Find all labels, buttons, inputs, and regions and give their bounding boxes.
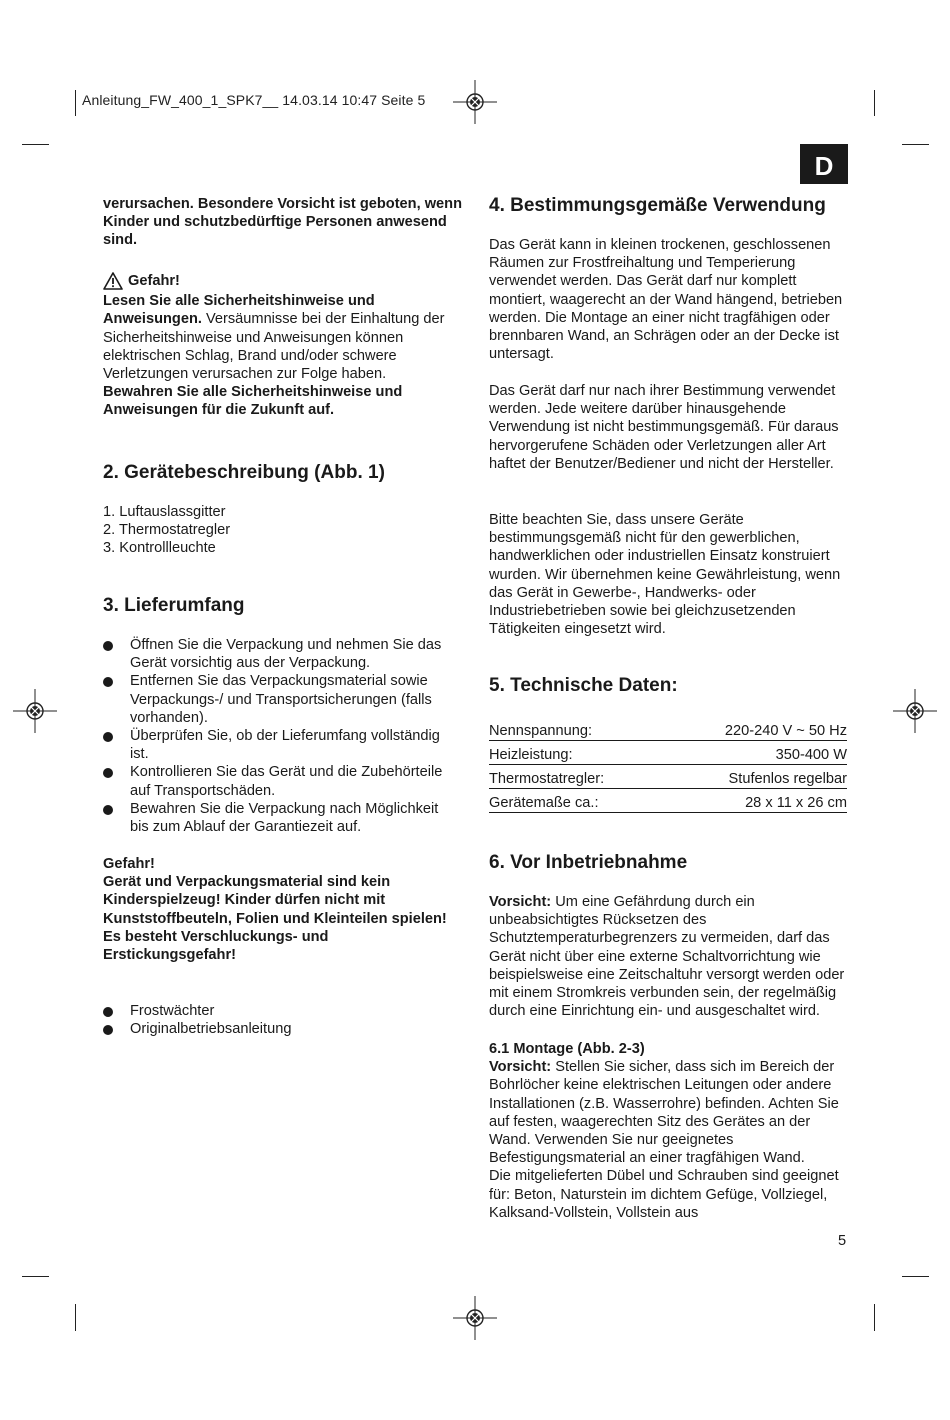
section-4-heading: 4. Bestimmungsgemäße Verwendung xyxy=(489,195,826,216)
danger-block-2 xyxy=(103,855,463,964)
list-item-text: Überprüfen Sie, ob der Lieferumfang vollständig ist. xyxy=(130,728,440,763)
list-item xyxy=(103,763,455,799)
list-item xyxy=(103,800,455,836)
section-6-1-heading: 6.1 Montage (Abb. 2-3) xyxy=(489,1041,645,1057)
list-item xyxy=(103,1002,463,1020)
crop-mark xyxy=(75,90,76,116)
danger-2-text: Gerät und Verpackungsmaterial sind kein Kinderspielzeug! Kinder dürfen nicht mit Kunststoffbeuteln, Folien und Kleinteilen spielen! xyxy=(103,874,447,927)
list-item xyxy=(103,672,455,727)
list-item xyxy=(103,636,455,672)
danger-lead: Lesen Sie alle Sicherheitshinweise und Anweisungen. xyxy=(103,293,375,328)
caution-label: Vorsicht: xyxy=(489,894,552,910)
crop-mark xyxy=(902,144,929,145)
section-6-caution xyxy=(489,893,849,1020)
crop-mark xyxy=(75,1304,76,1331)
danger-text: Versäumnisse bei der Einhaltung der Sicherheitshinweise und Anweisungen können elektrischen Schlag, Brand und/oder schwere Verletzungen verursachen zur Folge haben. xyxy=(103,311,445,383)
table-cell-value: 220-240 V ~ 50 Hz xyxy=(663,717,847,741)
bullet-icon xyxy=(103,641,113,651)
table-row xyxy=(489,717,847,741)
table-cell-value: 350-400 W xyxy=(663,741,847,765)
bullet-icon xyxy=(103,768,113,778)
section-4-paragraph-2: Das Gerät darf nur nach ihrer Bestimmung verwendet werden. Jede weitere darüber hinausgehende Verwendung ist nicht bestimmungsgemäß. Für daraus hervorgerufene Schäden oder Verletzungen aller Art haftet der Benutzer/Bediener und nicht der Hersteller. xyxy=(489,383,839,472)
intro-warning-text: verursachen. Besondere Vorsicht ist geboten, wenn Kinder und schutzbedürftige Personen anwesend sind. xyxy=(103,196,462,249)
crop-mark xyxy=(874,1304,875,1331)
table-cell-label: Heizleistung: xyxy=(489,741,663,765)
list-item: 2. Thermostatregler xyxy=(103,522,231,539)
list-item-text: Kontrollieren Sie das Gerät und die Zubehörteile auf Transportschäden. xyxy=(130,764,443,799)
list-item: 3. Kontrollleuchte xyxy=(103,540,216,557)
section-4-paragraph-3: Bitte beachten Sie, dass unsere Geräte bestimmungsgemäß nicht für den gewerblichen, handwerklichen oder industriellen Einsatz konstruiert wurden. Wir übernehmen keine Gewährleistung, wenn das Gerät in Gewerbe-, Handwerks- oder Industriebetrieben sowie bei gleichzusetzenden Tätigkeiten eingesetzt wird. xyxy=(489,512,841,638)
registration-mark-icon xyxy=(453,80,497,124)
danger-paragraph xyxy=(103,292,463,383)
technical-data-table xyxy=(489,717,847,813)
caution-text: Um eine Gefährdung durch ein unbeabsichtigtes Rücksetzen des Schutztemperaturbegrenzers zu vermeiden, darf das Gerät nicht über eine externe Schaltvorrichtung wie beispielsweise eine Zeitschaltuhr versorgt werden oder mit einem Stromkreis verbunden sein, der regelmäßig durch eine Einrichtung ein- und ausgeschaltet wird. xyxy=(489,894,845,1020)
bullet-icon xyxy=(103,1007,113,1017)
table-cell-label: Nennspannung: xyxy=(489,717,663,741)
list-item xyxy=(103,727,455,763)
print-slug: Anleitung_FW_400_1_SPK7__ 14.03.14 10:47 Seite 5 xyxy=(82,92,426,108)
list-item-text: Originalbetriebsanleitung xyxy=(130,1021,292,1038)
danger-2-title: Gefahr! xyxy=(103,856,155,872)
list-item-text: Frostwächter xyxy=(130,1003,215,1019)
table-row xyxy=(489,765,847,789)
language-tab: D xyxy=(800,144,848,184)
caution-text: Stellen Sie sicher, dass sich im Bereich der Bohrlöcher keine elektrischen Leitungen oder andere Installationen (z.B. Wasserrohre) befinden. Achten Sie auf festen, waagerechten Sitz des Gerätes an der Wand. Verwenden Sie nur geeignetes Befestigungsmaterial an einer tragfähigen Wand. xyxy=(489,1059,839,1167)
table-row xyxy=(489,741,847,765)
registration-mark-icon xyxy=(13,689,57,733)
table-cell-label: Gerätemaße ca.: xyxy=(489,789,663,813)
danger-block xyxy=(103,272,463,420)
section-4-paragraph-1: Das Gerät kann in kleinen trockenen, geschlossenen Räumen zur Frostfreihaltung und Temperierung verwendet werden. Das Gerät darf nur komplett montiert, waagerecht an der Wand hängend, betrieben werden. Die Montage an einer nicht tragfähigen oder brennbaren Wand, an Schrägen oder an der Decke ist untersagt. xyxy=(489,237,843,363)
crop-mark xyxy=(22,144,49,145)
crop-mark xyxy=(902,1276,929,1277)
section-2-heading: 2. Gerätebeschreibung (Abb. 1) xyxy=(103,462,385,483)
warning-triangle-icon xyxy=(103,272,123,290)
package-contents-list xyxy=(103,1002,463,1038)
danger-2-text-2: Es besteht Verschluckungs- und Erstickungsgefahr! xyxy=(103,928,329,964)
section-6-1-block xyxy=(489,1040,849,1222)
section-6-heading: 6. Vor Inbetriebnahme xyxy=(489,852,688,873)
list-item-text: Bewahren Sie die Verpackung nach Möglichkeit bis zum Ablauf der Garantiezeit auf. xyxy=(130,800,439,836)
section-6-1-caution xyxy=(489,1058,849,1167)
bullet-icon xyxy=(103,732,113,742)
danger-title-label: Gefahr! xyxy=(128,273,180,289)
table-row xyxy=(489,789,847,813)
list-item xyxy=(103,1020,463,1038)
table-cell-value: Stufenlos regelbar xyxy=(663,765,847,789)
table-cell-value: 28 x 11 x 26 cm xyxy=(663,789,847,813)
bullet-icon xyxy=(103,677,113,687)
list-item-text: Öffnen Sie die Verpackung und nehmen Sie das Gerät vorsichtig aus der Verpackung. xyxy=(130,637,442,672)
crop-mark xyxy=(874,90,875,116)
registration-mark-icon xyxy=(893,689,937,733)
danger-title xyxy=(103,272,463,290)
list-item-text: Entfernen Sie das Verpackungsmaterial sowie Verpackungs-/ und Transportsicherungen (falls vorhanden). xyxy=(130,673,432,726)
bullet-icon xyxy=(103,805,113,815)
list-item: 1. Luftauslassgitter xyxy=(103,504,226,520)
section-5-heading: 5. Technische Daten: xyxy=(489,675,678,696)
caution-label: Vorsicht: xyxy=(489,1059,552,1076)
page-number: 5 xyxy=(838,1233,847,1249)
device-parts-list xyxy=(103,503,463,558)
section-3-heading: 3. Lieferumfang xyxy=(103,595,245,616)
unpacking-list xyxy=(103,636,455,836)
crop-mark xyxy=(22,1276,49,1277)
bullet-icon xyxy=(103,1025,113,1035)
registration-mark-icon xyxy=(453,1296,497,1340)
section-6-1-paragraph: Die mitgelieferten Dübel und Schrauben sind geeignet für: Beton, Naturstein im dichtem Gefüge, Vollziegel, Kalksand-Vollstein, Vollstein aus xyxy=(489,1168,839,1221)
table-cell-label: Thermostatregler: xyxy=(489,765,663,789)
danger-tail: Bewahren Sie alle Sicherheitshinweise und Anweisungen für die Zukunft auf. xyxy=(103,384,403,419)
